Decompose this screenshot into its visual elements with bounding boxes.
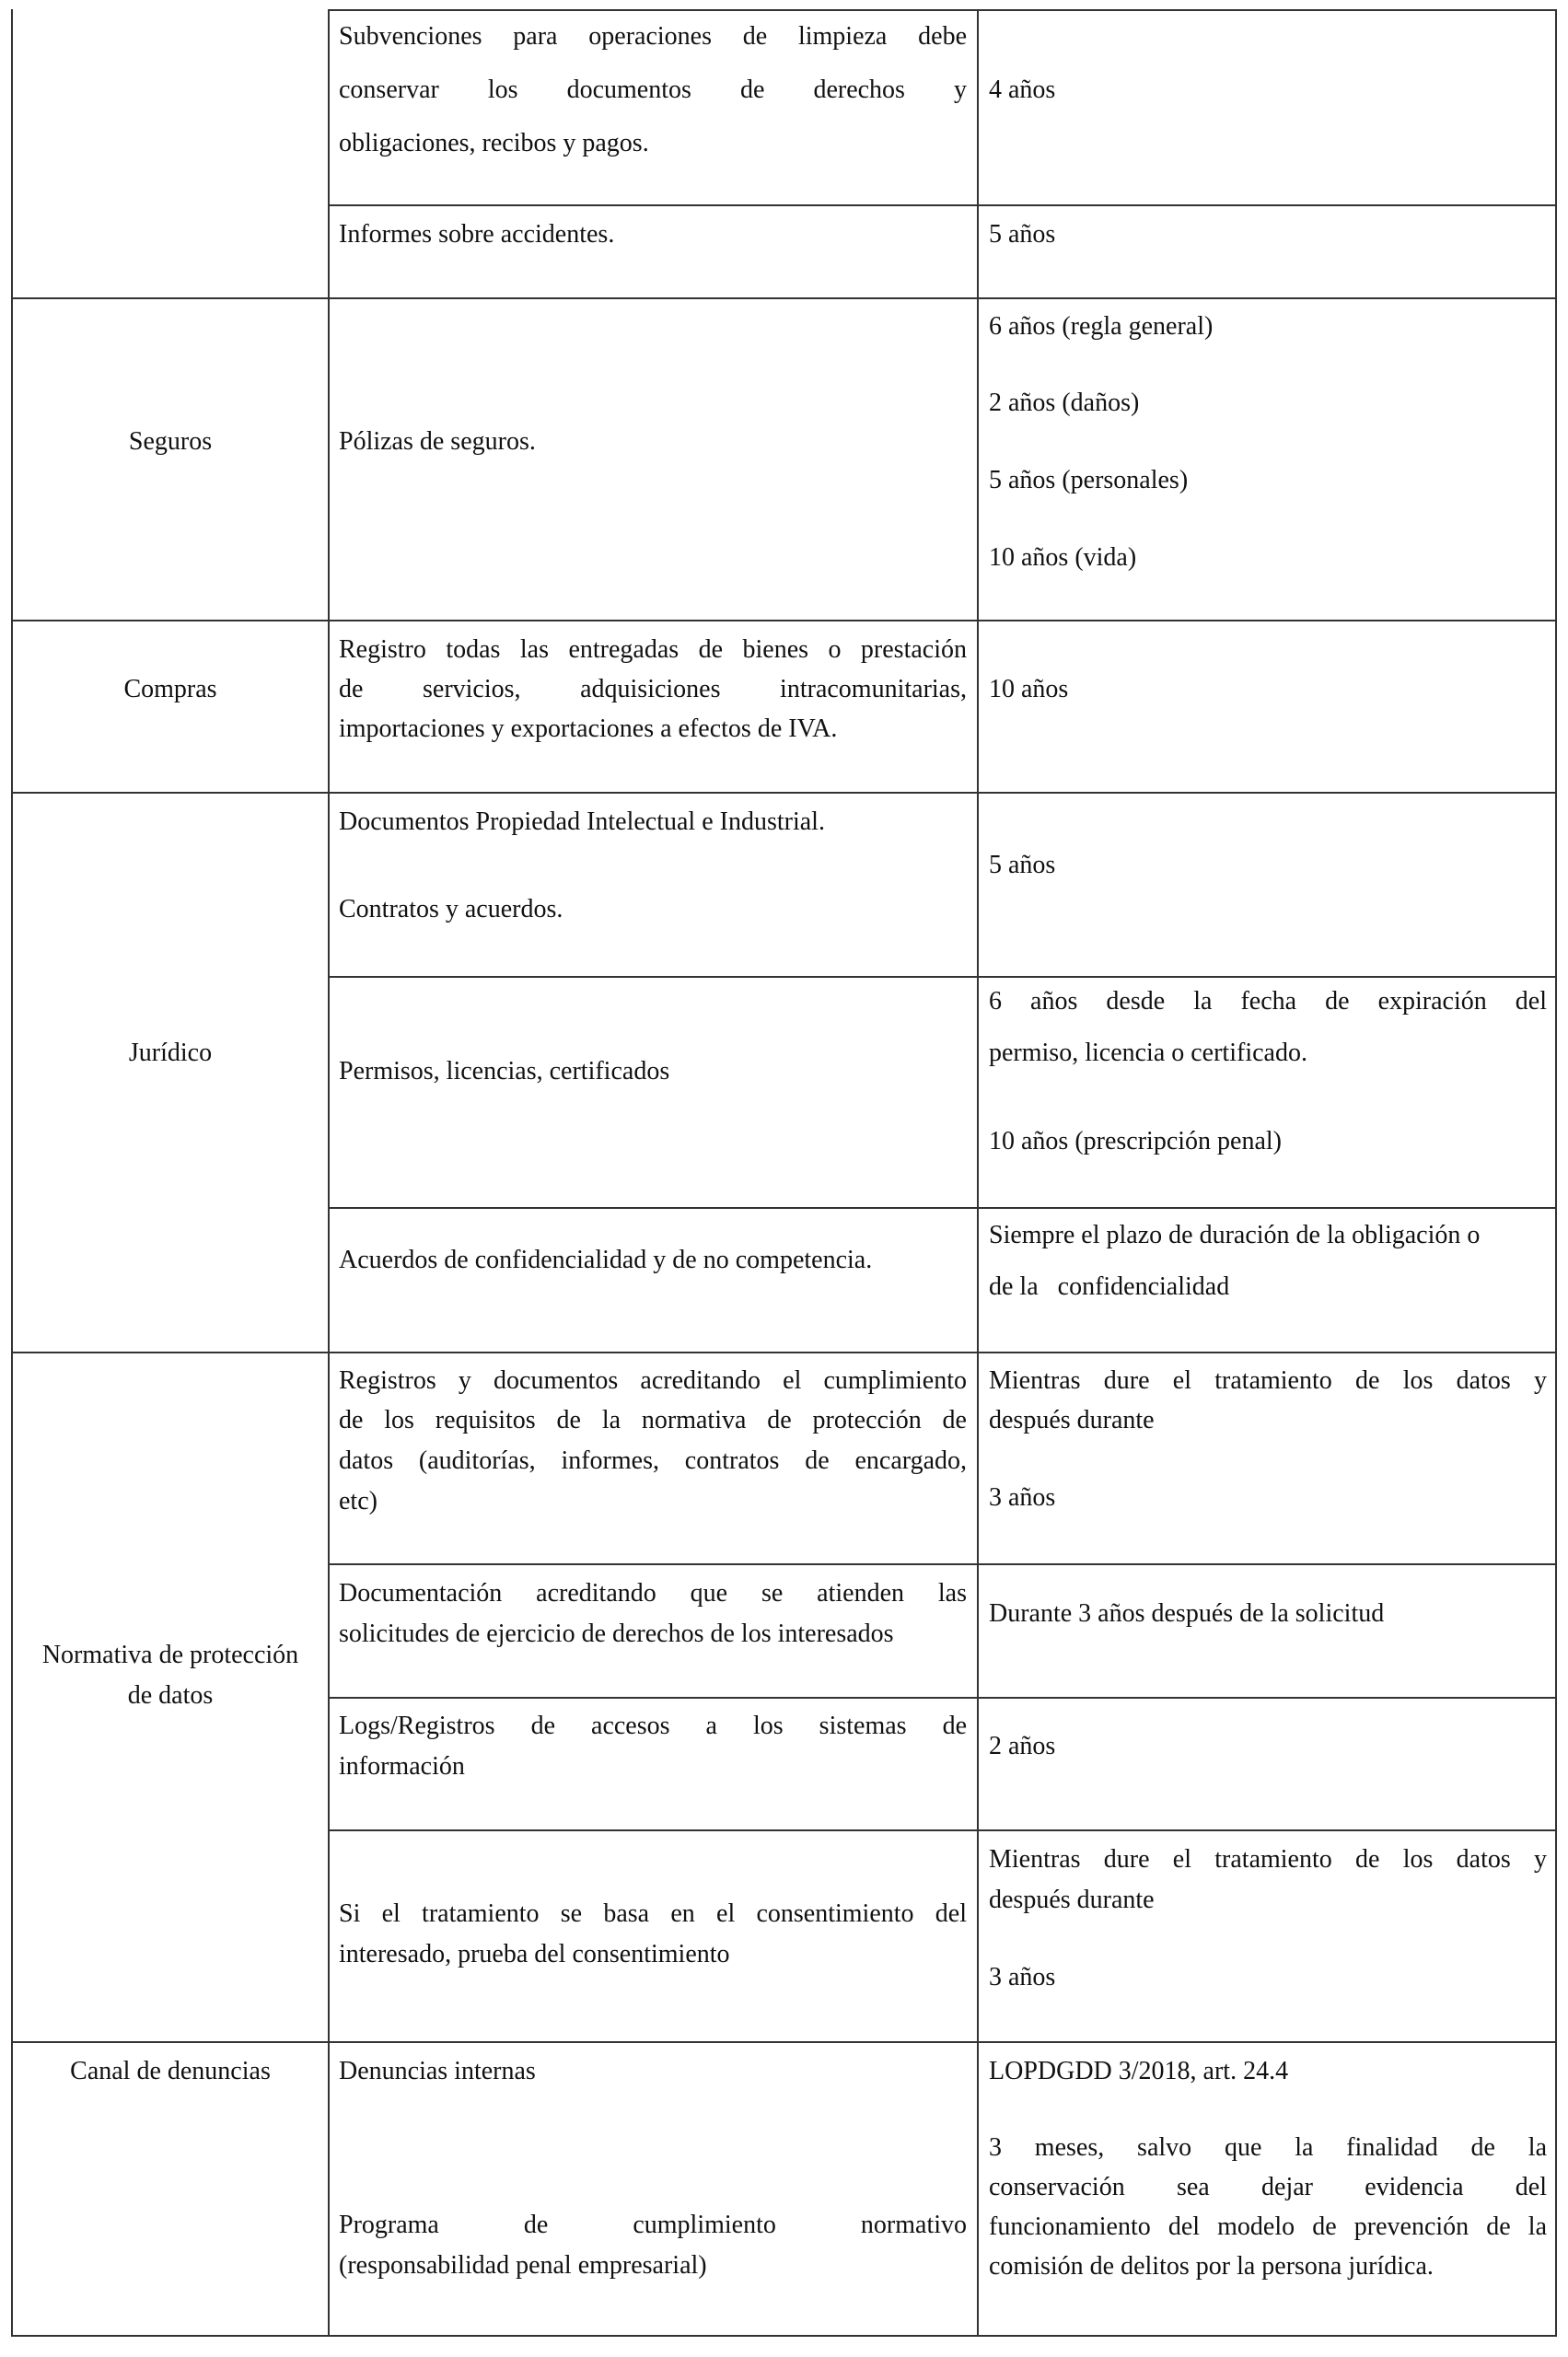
row-border xyxy=(328,1697,1557,1699)
period-cell-text: funcionamiento del modelo de prevención de la xyxy=(989,2212,1547,2241)
period-cell-text: después durante xyxy=(989,1406,1155,1434)
period-cell-text: Durante 3 años después de la solicitud xyxy=(989,1599,1385,1628)
row-border xyxy=(328,9,1557,11)
category-cell-text: Canal de denuncias xyxy=(70,2057,271,2085)
column-divider-2 xyxy=(977,9,979,2337)
period-cell-text: conservación sea dejar evidencia del xyxy=(989,2173,1547,2201)
period-cell-text: 2 años (daños) xyxy=(989,389,1140,417)
document-cell-text: Pólizas de seguros. xyxy=(339,427,536,456)
document-cell-text: de servicios, adquisiciones intracomunitarias, xyxy=(339,675,967,703)
document-cell-text: Contratos y acuerdos. xyxy=(339,895,563,923)
document-cell-text: interesado, prueba del consentimiento xyxy=(339,1940,730,1968)
period-cell-text: Mientras dure el tratamiento de los datos y xyxy=(989,1845,1547,1874)
document-cell-text: Documentación acreditando que se atienden las xyxy=(339,1579,967,1608)
document-cell-text: Logs/Registros de accesos a los sistemas de xyxy=(339,1712,967,1740)
document-cell-text: Denuncias internas xyxy=(339,2057,536,2085)
period-cell-text: 10 años (prescripción penal) xyxy=(989,1127,1282,1155)
document-cell-text: Documentos Propiedad Intelectual e Industrial. xyxy=(339,807,825,836)
document-cell-text: importaciones y exportaciones a efectos de IVA. xyxy=(339,714,838,743)
period-cell-text: 2 años xyxy=(989,1732,1056,1760)
period-cell-text: 5 años xyxy=(989,220,1056,249)
period-cell-text: de la confidencialidad xyxy=(989,1272,1230,1301)
category-cell-text: Jurídico xyxy=(128,1039,213,1067)
document-cell-text: Informes sobre accidentes. xyxy=(339,220,615,249)
document-cell-text: Acuerdos de confidencialidad y de no competencia. xyxy=(339,1246,873,1274)
document-cell-text: etc) xyxy=(339,1487,377,1515)
period-cell-text: 4 años xyxy=(989,75,1056,104)
period-cell-text: después durante xyxy=(989,1886,1155,1914)
document-cell-text: de los requisitos de la normativa de protección de xyxy=(339,1406,967,1434)
document-cell-text: datos (auditorías, informes, contratos de encargado, xyxy=(339,1446,967,1475)
document-cell-text: (responsabilidad penal empresarial) xyxy=(339,2251,707,2280)
row-border xyxy=(328,976,1557,978)
row-border xyxy=(11,792,1557,794)
period-cell-text: 6 años desde la fecha de expiración del xyxy=(989,987,1547,1016)
document-cell-text: solicitudes de ejercicio de derechos de los interesados xyxy=(339,1620,894,1648)
period-cell-text: comisión de delitos por la persona jurídica. xyxy=(989,2252,1434,2281)
period-cell-text: LOPDGDD 3/2018, art. 24.4 xyxy=(989,2057,1289,2085)
row-border xyxy=(11,297,1557,299)
period-cell-text: 3 años xyxy=(989,1483,1056,1512)
row-border xyxy=(328,1207,1557,1209)
document-cell-text: Registros y documentos acreditando el cumplimiento xyxy=(339,1366,967,1395)
period-cell-text: Mientras dure el tratamiento de los datos y xyxy=(989,1366,1547,1395)
row-border xyxy=(11,1352,1557,1353)
document-cell-text: obligaciones, recibos y pagos. xyxy=(339,129,649,157)
row-border xyxy=(11,620,1557,621)
column-divider-1 xyxy=(328,9,330,2337)
document-cell-text: Si el tratamiento se basa en el consentimiento del xyxy=(339,1899,967,1928)
period-cell-text: Siempre el plazo de duración de la obligación o xyxy=(989,1221,1481,1249)
category-cell-text: Compras xyxy=(123,675,217,703)
row-border xyxy=(328,1829,1557,1831)
row-border xyxy=(328,204,1557,206)
period-cell-text: permiso, licencia o certificado. xyxy=(989,1039,1307,1067)
table-border-right xyxy=(1555,9,1557,2337)
period-cell-text: 3 meses, salvo que la finalidad de la xyxy=(989,2133,1547,2162)
period-cell-text: 3 años xyxy=(989,1963,1056,1991)
category-cell-text: Seguros xyxy=(128,427,213,456)
period-cell-text: 10 años (vida) xyxy=(989,543,1137,572)
table-border-left xyxy=(11,9,13,2337)
document-cell-text: Registro todas las entregadas de bienes o prestación xyxy=(339,635,967,664)
document-cell-text: Programa de cumplimiento normativo xyxy=(339,2211,967,2239)
period-cell-text: 5 años (personales) xyxy=(989,466,1189,494)
document-cell-text: información xyxy=(339,1752,465,1781)
period-cell-text: 10 años xyxy=(989,675,1069,703)
document-cell-text: Permisos, licencias, certificados xyxy=(339,1057,670,1086)
category-cell-text: de datos xyxy=(127,1681,214,1710)
category-cell-text: Normativa de protección xyxy=(41,1641,299,1669)
table-border-bottom xyxy=(11,2335,1557,2337)
period-cell-text: 5 años xyxy=(989,851,1056,879)
row-border xyxy=(11,2041,1557,2043)
period-cell-text: 6 años (regla general) xyxy=(989,312,1214,341)
document-cell-text: conservar los documentos de derechos y xyxy=(339,75,967,104)
document-cell-text: Subvenciones para operaciones de limpieza debe xyxy=(339,22,967,51)
row-border xyxy=(328,1563,1557,1565)
